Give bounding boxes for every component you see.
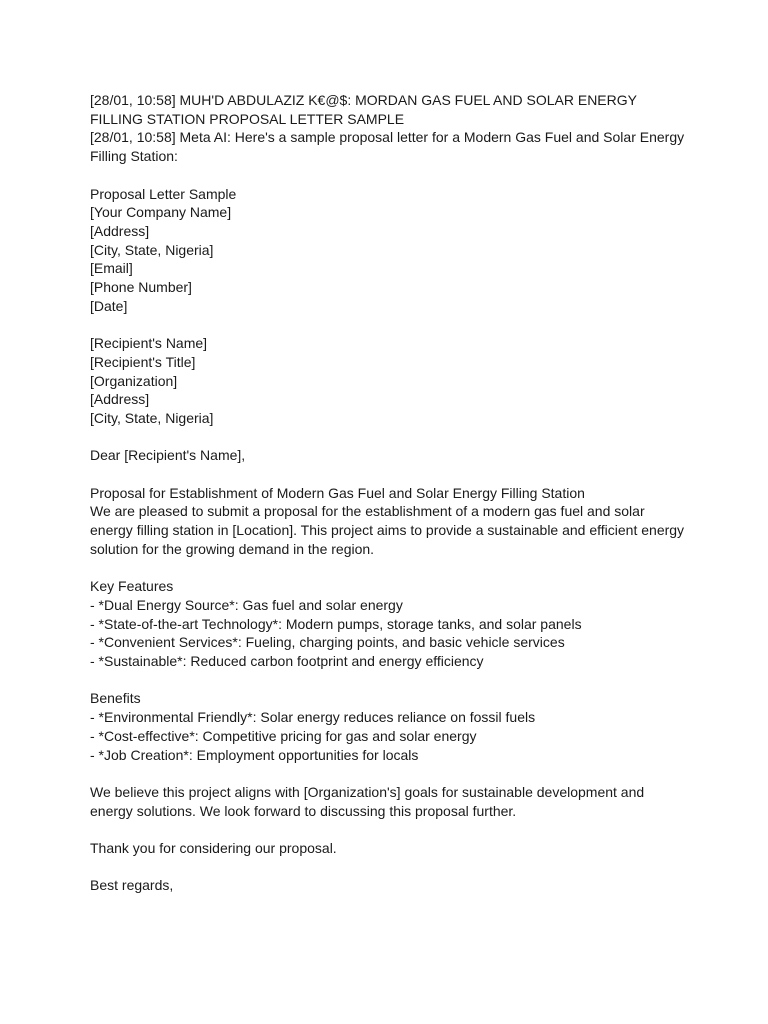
key-feature-item: - *State-of-the-art Technology*: Modern pumps, storage tanks, and solar panels: [90, 615, 582, 632]
recipient-address: [Address]: [90, 391, 150, 408]
proposal-subject: Proposal for Establishment of Modern Gas Fuel and Solar Energy Filling Station: [90, 484, 585, 501]
benefits-block: [90, 689, 690, 764]
chat-message-meta-ai: [28/01, 10:58] Meta AI: Here's a sample proposal letter for a Modern Gas Fuel and Solar Energy Filling Station:: [90, 129, 685, 165]
chat-message-user: [28/01, 10:58] MUH'D ABDULAZIZ K€@$: MORDAN GAS FUEL AND SOLAR ENERGY FILLING STATION PROPOSAL LETTER SAMPLE: [90, 92, 637, 127]
key-feature-item: - *Dual Energy Source*: Gas fuel and solar energy: [90, 596, 403, 613]
key-feature-item: - *Convenient Services*: Fueling, charging points, and basic vehicle services: [90, 634, 565, 651]
thanks-block: [90, 839, 690, 858]
signoff-block: [90, 876, 690, 895]
sender-block: [90, 185, 690, 316]
benefit-item: - *Environmental Friendly*: Solar energy reduces reliance on fossil fuels: [90, 709, 536, 726]
sender-company: [Your Company Name]: [90, 204, 232, 221]
recipient-organization: [Organization]: [90, 372, 178, 389]
letter-heading: Proposal Letter Sample: [90, 185, 237, 202]
sender-phone: [Phone Number]: [90, 279, 192, 296]
thanks-line: Thank you for considering our proposal.: [90, 840, 337, 856]
signoff: Best regards,: [90, 877, 174, 894]
key-features-heading: Key Features: [90, 578, 174, 595]
closing-paragraph: We believe this project aligns with [Organization's] goals for sustainable development and energy solutions. We look forward to discussing this proposal further.: [90, 783, 645, 819]
key-feature-item: - *Sustainable*: Reduced carbon footprint and energy efficiency: [90, 653, 484, 670]
key-features-block: [90, 577, 690, 671]
recipient-title: [Recipient's Title]: [90, 353, 196, 370]
benefit-item: - *Job Creation*: Employment opportunities for locals: [90, 746, 419, 763]
chat-header-block: [90, 91, 690, 166]
closing-paragraph-block: [90, 783, 690, 820]
recipient-block: [90, 334, 690, 428]
intro-block: [90, 484, 690, 559]
benefit-item: - *Cost-effective*: Competitive pricing for gas and solar energy: [90, 727, 477, 744]
intro-paragraph: We are pleased to submit a proposal for the establishment of a modern gas fuel and solar energy filling station in [Location]. This project aims to provide a sustainable and efficient energy solution for the growing demand in the region.: [90, 503, 685, 557]
sender-email: [Email]: [90, 260, 133, 277]
recipient-name: [Recipient's Name]: [90, 335, 208, 352]
sender-address: [Address]: [90, 222, 150, 239]
benefits-heading: Benefits: [90, 690, 141, 707]
salutation-block: [90, 446, 690, 465]
sender-city: [City, State, Nigeria]: [90, 241, 214, 258]
letter-date: [Date]: [90, 297, 128, 314]
recipient-city: [City, State, Nigeria]: [90, 409, 214, 426]
document-page: [90, 91, 690, 895]
salutation: Dear [Recipient's Name],: [90, 447, 246, 464]
